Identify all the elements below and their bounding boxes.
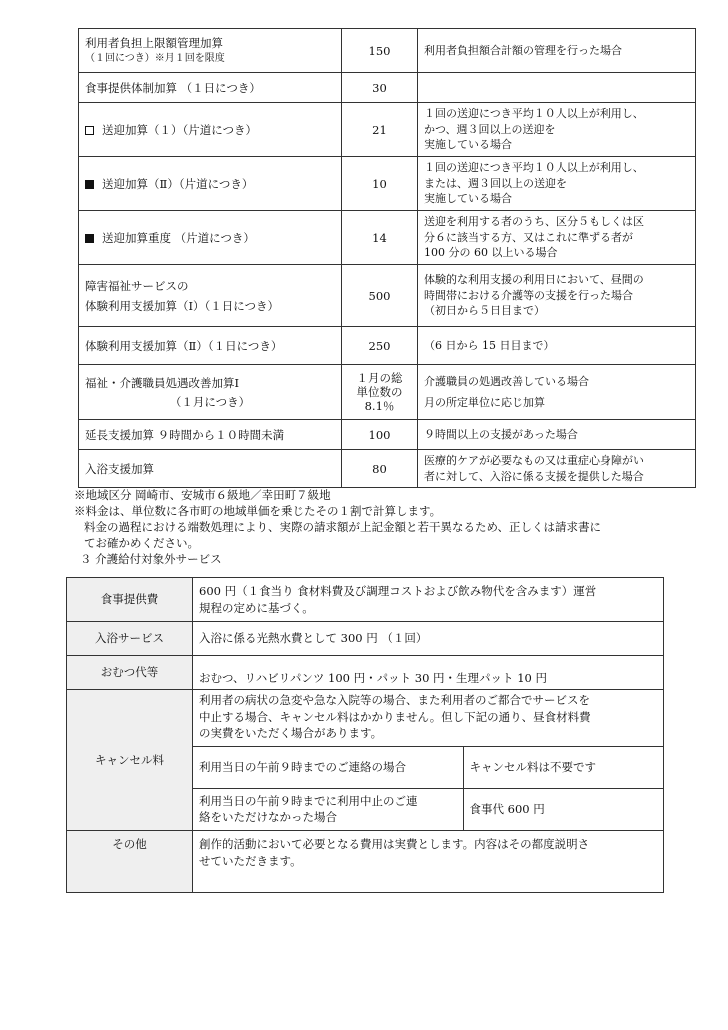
addition-condition: 利用者負担額合計額の管理を行った場合 xyxy=(418,29,696,73)
addition-units: 80 xyxy=(342,450,418,488)
table-row xyxy=(193,746,663,788)
table-row xyxy=(67,622,664,656)
cancellation-details xyxy=(193,690,664,831)
table-row xyxy=(79,211,696,265)
service-value: 創作的活動において必要となる費用は実費とします。内容はその都度説明さ せていただきます。 xyxy=(193,831,664,893)
addition-units: 150 xyxy=(342,29,418,73)
service-label: おむつ代等 xyxy=(67,656,193,690)
addition-units: 250 xyxy=(342,327,418,365)
addition-name: 入浴支援加算 xyxy=(79,450,342,488)
addition-units: 500 xyxy=(342,265,418,327)
table-row xyxy=(79,73,696,103)
addition-condition: 医療的ケアが必要なもの又は重症心身障がい 者に対して、入浴に係る支援を提供した場合 xyxy=(418,450,696,488)
service-value: おむつ、リハビリパンツ 100 円・パット 30 円・生理パット 10 円 xyxy=(193,656,664,690)
service-label: 入浴サービス xyxy=(67,622,193,656)
section-heading: ３ 介護給付対象外サービス xyxy=(80,552,222,566)
fee-note: ※料金は、単位数に各市町の地域単価を乗じたその１割で計算します。 xyxy=(74,504,442,518)
addition-condition: 送迎を利用する者のうち、区分５もしくは区 分６に該当する方、又はこれに準ずる者が 100 分の 60 以上いる場合 xyxy=(418,211,696,265)
table-row xyxy=(67,831,664,893)
cancellation-condition: 利用当日の午前９時までに利用中止のご連 絡をいただけなかった場合 xyxy=(193,788,463,830)
addition-condition: １回の送迎につき平均１０人以上が利用し、 かつ、週３回以上の送迎を 実施している場合 xyxy=(418,103,696,157)
addition-units: 14 xyxy=(342,211,418,265)
addition-condition: １回の送迎につき平均１０人以上が利用し、 または、週３回以上の送迎を 実施している場合 xyxy=(418,157,696,211)
addition-condition: 介護職員の処遇改善している場合 月の所定単位に応じ加算 xyxy=(418,365,696,420)
addition-condition: 体験的な利用支援の利用日において、昼間の 時間帯における介護等の支援を行った場合 （初日から５日目まで） xyxy=(418,265,696,327)
cancellation-condition: 利用当日の午前９時までのご連絡の場合 xyxy=(193,746,463,788)
table-row xyxy=(67,578,664,622)
addition-units: １月の総 単位数の 8.1％ xyxy=(342,365,418,420)
cancellation-policy: 利用者の病状の急変や急な入院等の場合、また利用者のご都合でサービスを 中止する場合、キャンセル料はかかりません。但し下記の通り、昼食材料費 の実費をいただく場合があります。 xyxy=(199,693,591,740)
table-row xyxy=(79,103,696,157)
addition-name: 延長支援加算 ９時間から１０時間未満 xyxy=(79,420,342,450)
addition-condition: ９時間以上の支援があった場合 xyxy=(418,420,696,450)
table-row xyxy=(79,265,696,327)
cancellation-fee: 食事代 600 円 xyxy=(463,788,663,830)
table-row xyxy=(193,690,663,746)
cancellation-fee: キャンセル料は不要です xyxy=(463,746,663,788)
services-table xyxy=(66,577,664,893)
addition-name: 送迎加算（Ⅱ）（片道につき） xyxy=(79,157,342,211)
fee-note-line: 料金の過程における端数処理により、実際の請求額が上記金額と若干異なるため、正しくは請求書に xyxy=(84,520,602,534)
addition-units: 30 xyxy=(342,73,418,103)
service-label: キャンセル料 xyxy=(67,690,193,831)
additions-table xyxy=(78,28,696,488)
addition-name: 体験利用支援加算（Ⅱ）（１日につき） xyxy=(79,327,342,365)
cancellation-table xyxy=(193,690,663,830)
table-row xyxy=(79,450,696,488)
service-value: 600 円（１食当り 食材料費及び調理コストおよび飲み物代を含みます）運営 規程の定めに基づく。 xyxy=(193,578,664,622)
checkbox-empty-icon xyxy=(85,126,94,135)
table-row xyxy=(67,656,664,690)
checkbox-filled-icon xyxy=(85,180,94,189)
service-label: 食事提供費 xyxy=(67,578,193,622)
notes-section xyxy=(74,487,704,567)
table-row xyxy=(79,29,696,73)
table-row xyxy=(79,157,696,211)
addition-condition: （6 日から 15 日目まで） xyxy=(418,327,696,365)
checkbox-filled-icon xyxy=(85,234,94,243)
fee-note-line: てお確かめください。 xyxy=(84,536,199,550)
table-row xyxy=(67,690,664,831)
area-note: ※地域区分 岡崎市、安城市６級地／幸田町７級地 xyxy=(74,488,331,502)
addition-name: 福祉・介護職員処遇改善加算Ⅰ （１月につき） xyxy=(79,365,342,420)
addition-name: 食事提供体制加算 （１日につき） xyxy=(79,73,342,103)
addition-name: 利用者負担上限額管理加算 （１回につき）※月１回を限度 xyxy=(79,29,342,73)
service-label: その他 xyxy=(67,831,193,893)
addition-units: 21 xyxy=(342,103,418,157)
addition-units: 10 xyxy=(342,157,418,211)
addition-name: 障害福祉サービスの 体験利用支援加算（Ⅰ）（１日につき） xyxy=(79,265,342,327)
service-value: 入浴に係る光熱水費として 300 円 （１回） xyxy=(193,622,664,656)
addition-units: 100 xyxy=(342,420,418,450)
table-row xyxy=(79,365,696,420)
addition-name: 送迎加算重度 （片道につき） xyxy=(79,211,342,265)
addition-condition xyxy=(418,73,696,103)
table-row xyxy=(79,420,696,450)
addition-name: 送迎加算（１）（片道につき） xyxy=(79,103,342,157)
table-row xyxy=(193,788,663,830)
table-row xyxy=(79,327,696,365)
